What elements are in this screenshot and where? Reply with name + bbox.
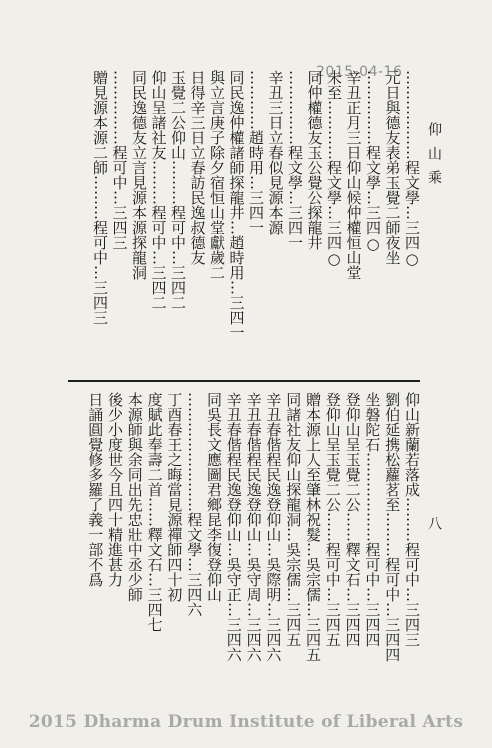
toc-entry-column: 辛丑正月三日仰山候仲權恒山堂	[344, 70, 363, 280]
toc-entry-column: 登仰山呈玉覺二公……程可中…三四五	[323, 392, 342, 647]
section-divider	[68, 380, 420, 382]
toc-entry-column: 日得辛三日立春訪民逸叔德友	[188, 70, 207, 265]
toc-entry-column: 與立言庚子除夕宿恒山堂獻歲二	[208, 70, 226, 280]
toc-entry-column: ……………程文學…三四一	[286, 70, 304, 250]
toc-entry-column: 後少小度世今且四十精進甚力	[106, 392, 124, 587]
toc-entry-column: 日誦圓覺修多羅了義一部不爲	[86, 392, 105, 587]
watermark: 2015 Dharma Drum Institute of Liberal Arts	[28, 712, 464, 732]
book-title: 仰山乘	[426, 122, 442, 194]
toc-entry-column: 同民逸仲權諸師探龍井…趙時用…三四一	[227, 70, 246, 340]
toc-entry-column: …………趙時用…三四一	[247, 70, 265, 235]
toc-entry-column: 辛丑春偕程民逸登仰山…吳守正…三四六	[224, 392, 243, 662]
toc-entry-column: 同民逸德友立言見源本源探龍洞	[130, 70, 148, 280]
toc-entry-column: 同諸社友仰山探龍洞…吳宗儒…三四五	[284, 392, 303, 647]
toc-entry-column: ……………………程文學…三四六	[185, 392, 204, 617]
toc-entry-column: 度賦此奉壽二首……釋文石…三四七	[145, 392, 164, 632]
toc-entry-column: 坐磐陀石………………程可中…三四四	[363, 392, 382, 647]
toc-entry-column: 玉覺二公仰山………程可中…三四二	[169, 70, 187, 310]
toc-entry-column: ……………程文學…三四○	[364, 70, 382, 253]
toc-entry-column: 劉伯延携松蘿茗至………程可中…三四四	[383, 392, 402, 662]
toc-entry-column: 辛丑春偕程民逸登仰山…吳際明…三四六	[264, 392, 283, 662]
toc-entry-column: 登仰山呈玉覺二公……釋文石…三四四	[343, 392, 362, 647]
toc-upper-section	[88, 70, 420, 370]
toc-entry-column: 丁酉春王之晦當見源禪師四十初	[165, 392, 184, 602]
toc-lower-section	[80, 392, 420, 687]
toc-entry-column: 仰山新蘭若落成………程可中…三四三	[403, 392, 421, 647]
toc-entry-column: 同仲權德友玉公覺公探龍井	[305, 70, 324, 250]
toc-entry-column: 贈見源本源二師………程可中…三四三	[91, 70, 109, 325]
toc-entry-column: 未至…………程文學…三四○	[325, 70, 343, 268]
page-number: 八	[426, 516, 442, 530]
toc-entry-column: 同吳長文應圖君鄉昆李復登仰山	[205, 392, 223, 602]
toc-entry-column: 元日與德友表弟玉覺二師夜坐	[383, 70, 402, 265]
toc-entry-column: ………………程文學…三四○	[403, 70, 421, 268]
toc-entry-column: 仰山呈諸社友………程可中…三四二	[149, 70, 168, 310]
date-stamp: 2015-04-16	[316, 64, 403, 80]
toc-entry-column: ……………程可中…三四三	[110, 70, 129, 250]
toc-entry-column: 辛丑春偕程民逸登仰山…吳守周…三四六	[244, 392, 263, 662]
toc-entry-column: 贈本源上人至肇林祝髮…吳宗儒…三四五	[304, 392, 322, 662]
toc-entry-column: 辛丑三日立春似見源本源	[266, 70, 285, 235]
toc-entry-column: 本源師與余同出先忠壯中丞少師	[125, 392, 144, 602]
